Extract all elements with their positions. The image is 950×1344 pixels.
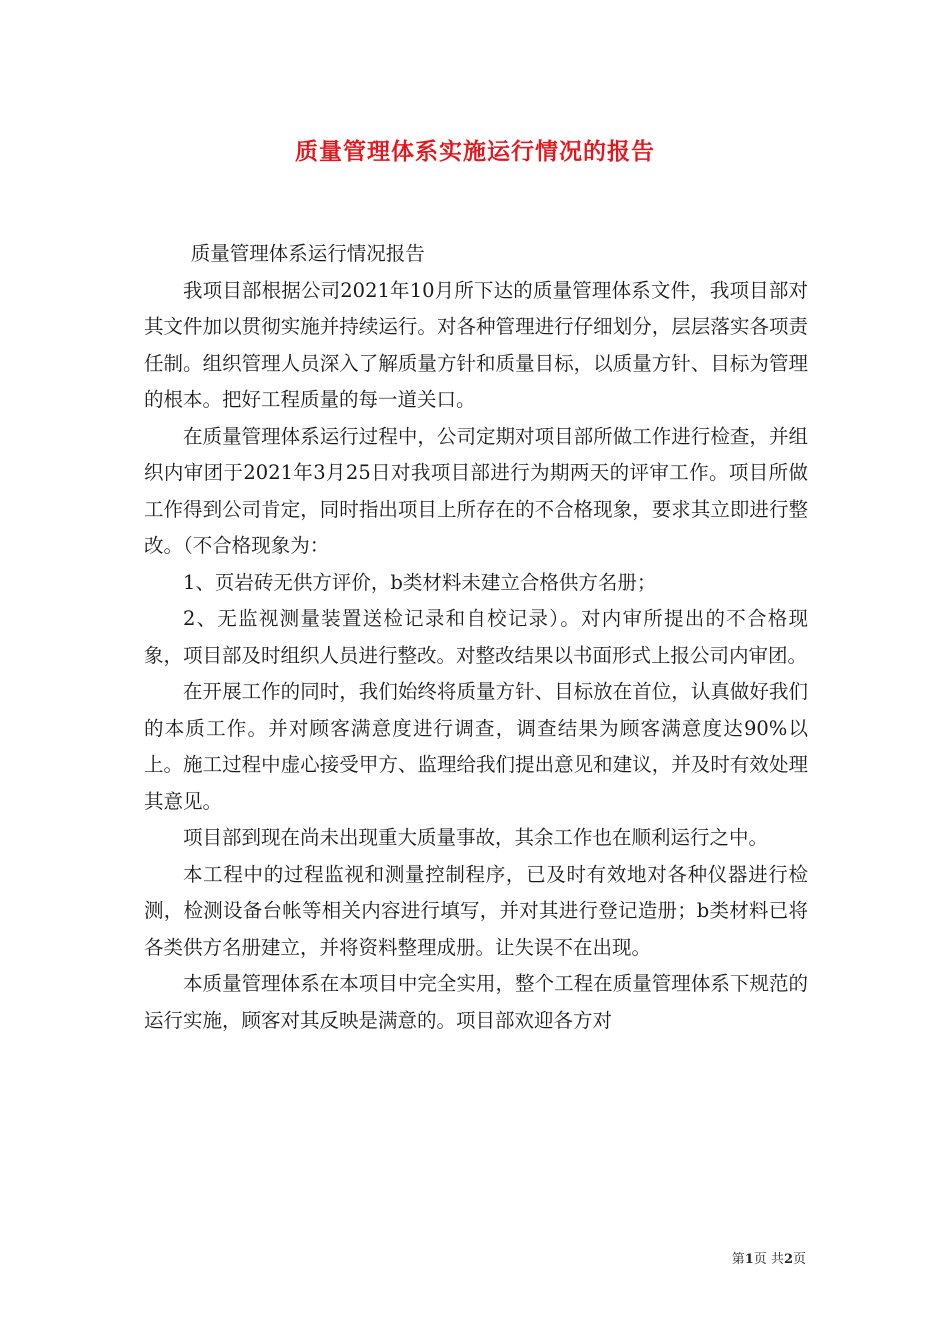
- paragraph: 2、无监视测量装置送检记录和自校记录）。对内审所提出的不合格现象，项目部及时组织人员进行整改。对整改结果以书面形式上报公司内审团。: [144, 607, 808, 667]
- document-subtitle: 质量管理体系运行情况报告: [190, 242, 425, 265]
- document-body: [144, 236, 808, 1039]
- footer-suffix: 页: [792, 1252, 806, 1267]
- paragraph: 在质量管理体系运行过程中，公司定期对项目部所做工作进行检查，并组织内审团于2021年3月25日对我项目部进行为期两天的评审工作。项目所做工作得到公司肯定，同时指出项目上所存在的不合格现象，要求其立即进行整改。（不合格现象为：: [144, 424, 808, 557]
- paragraph: 本质量管理体系在本项目中完全实用，整个工程在质量管理体系下规范的运行实施，顾客对其反映是满意的。项目部欢迎各方对: [144, 972, 808, 1032]
- paragraph: 我项目部根据公司2021年10月所下达的质量管理体系文件，我项目部对其文件加以贯彻实施并持续运行。对各种管理进行仔细划分，层层落实各项责任制。组织管理人员深入了解质量方针和质量目标，以质量方针、目标为管理的根本。把好工程质量的每一道关口。: [144, 278, 808, 411]
- current-page-number: 1: [744, 1252, 754, 1267]
- document-title: 质量管理体系实施运行情况的报告: [295, 138, 655, 165]
- paragraph: 项目部到现在尚未出现重大质量事故，其余工作也在顺利运行之中。: [183, 826, 769, 849]
- paragraph: 本工程中的过程监视和测量控制程序，已及时有效地对各种仪器进行检测，检测设备台帐等相关内容进行填写，并对其进行登记造册；b类材料已将各类供方名册建立，并将资料整理成册。让失误不在出现。: [144, 862, 808, 959]
- paragraph: 1、页岩砖无供方评价，b类材料未建立合格供方名册；: [183, 570, 657, 594]
- total-pages-number: 2: [783, 1252, 793, 1267]
- footer-middle: 页 共: [753, 1252, 784, 1267]
- page-footer: [732, 1248, 806, 1267]
- footer-prefix: 第: [731, 1252, 745, 1267]
- paragraph: 在开展工作的同时，我们始终将质量方针、目标放在首位，认真做好我们的本质工作。并对顾客满意度进行调查，调查结果为顾客满意度达90%以上。施工过程中虚心接受甲方、监理给我们提出意见和建议，并及时有效处理其意见。: [144, 680, 808, 813]
